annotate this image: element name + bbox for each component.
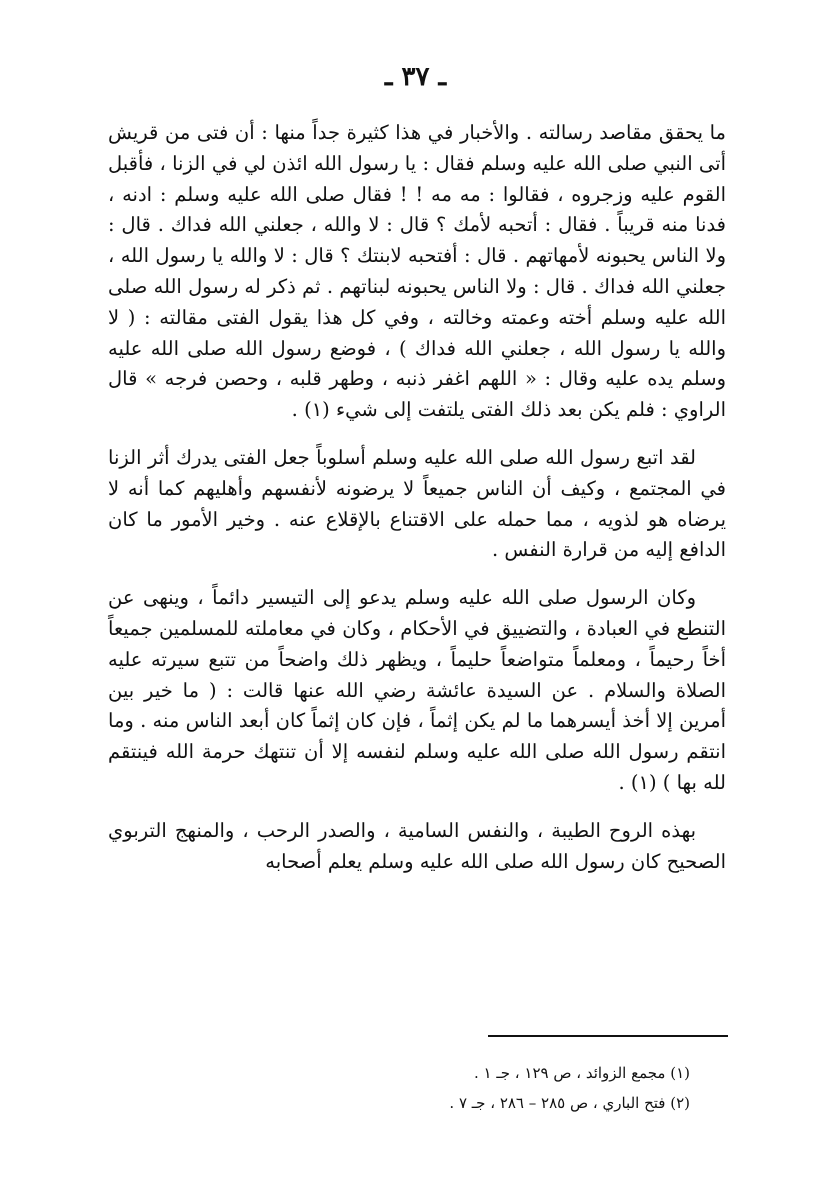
- paragraph-4: بهذه الروح الطيبة ، والنفس السامية ، والصدر الرحب ، والمنهج التربوي الصحيح كان رسول الله صلى الله عليه وسلم يعلم أصحابه: [108, 818, 726, 873]
- footnotes: [300, 1058, 690, 1118]
- page-number: ـ ٣٧ ـ: [384, 62, 447, 92]
- body-text: [108, 118, 726, 877]
- paragraph-2: لقد اتبع رسول الله صلى الله عليه وسلم أسلوباً جعل الفتى يدرك أثر الزنا في المجتمع ، وكيف أن الناس جميعاً لا يرضونه لأنفسهم وأهليهم كما أنه لا يرضاه هو لذويه ، مما حمله على الاقتناع بالإقلاع عنه . وخير الأمور ما كان الدافع إليه من قرارة النفس .: [108, 445, 726, 562]
- footnote-separator: [488, 1035, 728, 1037]
- paragraph-1: ما يحقق مقاصد رسالته . والأخبار في هذا كثيرة جداً منها : أن فتى من قريش أتى النبي صلى الله عليه وسلم فقال : يا رسول الله ائذن لي في الزنا ، فأقبل القوم عليه وزجروه ، فقالوا : مه مه ! ! فقال صلى الله عليه وسلم : ادنه ، فدنا منه قريباً . فقال : أتحبه لأمك ؟ قال : لا والله ، جعلني الله فداك . قال : ولا الناس يحبونه لأمهاتهم . قال : أفتحبه لابنتك ؟ قال : لا والله يا رسول الله ، جعلني الله فداك . قال : ولا الناس يحبونه لبناتهم . ثم ذكر له رسول الله صلى الله عليه وسلم أخته وعمته وخالته ، وفي كل هذا يقول الفتى مقالته : ( لا والله يا رسول الله ، جعلني الله فداك ) ، فوضع رسول الله صلى الله عليه وسلم يده عليه وقال : « اللهم اغفر ذنبه ، وطهر قلبه ، وحصن فرجه » قال الراوي : فلم يكن بعد ذلك الفتى يلتفت إلى شيء (١) .: [108, 121, 726, 422]
- footnote-1: (١) مجمع الزوائد ، ص ١٢٩ ، جـ ١ .: [473, 1064, 690, 1082]
- footnote-2: (٢) فتح الباري ، ص ٢٨٥ – ٢٨٦ ، جـ ٧ .: [449, 1094, 690, 1112]
- paragraph-3: وكان الرسول صلى الله عليه وسلم يدعو إلى التيسير دائماً ، وينهى عن التنطع في العبادة ، والتضييق في الأحكام ، وكان في معاملته للمسلمين جميعاً أخاً رحيماً ، ومعلماً متواضعاً حليماً ، ويظهر ذلك واضحاً من تتبع سيرته عليه الصلاة والسلام . عن السيدة عائشة رضي الله عنها قالت : ( ما خير بين أمرين إلا أخذ أيسرهما ما لم يكن إثماً ، فإن كان إثماً كان أبعد الناس منه . وما انتقم رسول الله صلى الله عليه وسلم لنفسه إلا أن تنتهك حرمة الله فينتقم لله بها ) (١) .: [108, 586, 726, 794]
